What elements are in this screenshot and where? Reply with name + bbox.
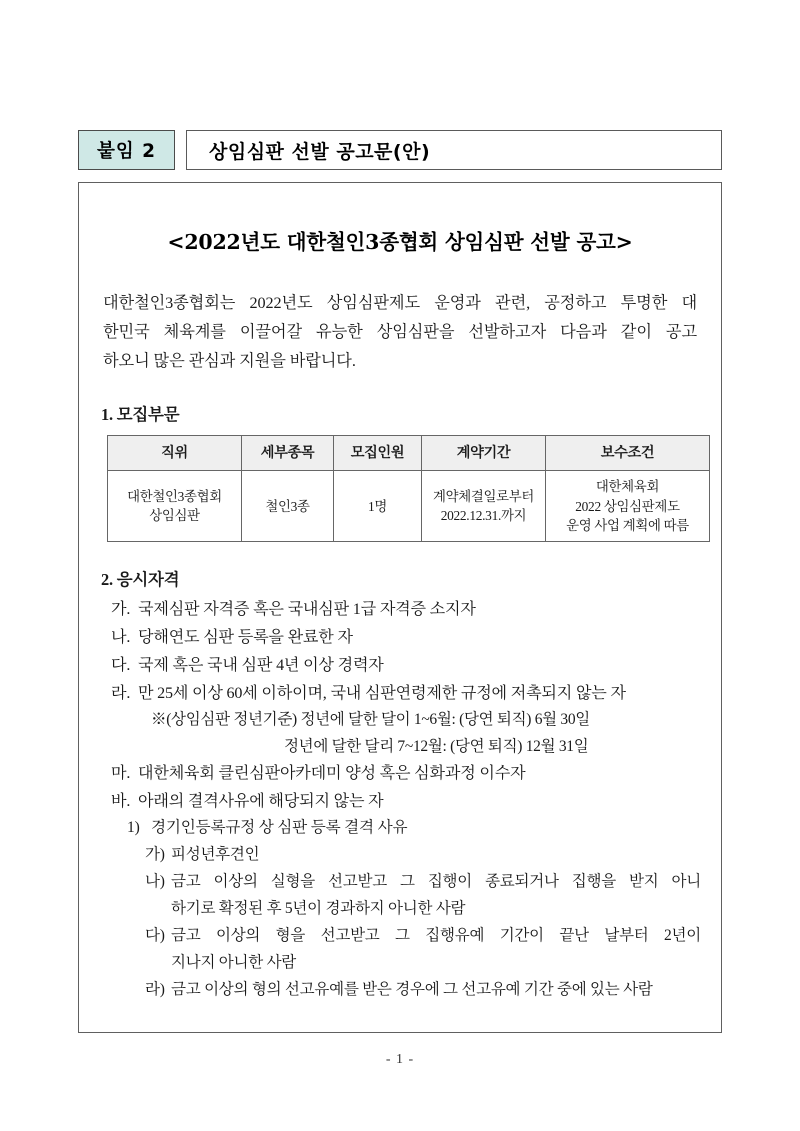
sub-sub-list-marker: 나) [145,872,165,890]
list-marker: 나. [111,629,131,647]
cell-headcount: 1명 [334,471,422,542]
section-heading-recruitment: 1. 모집부문 [101,405,180,425]
text-line: 금고 이상의 실형을 선고받고 그 집행이 종료되거나 집행을 받지 아니 [171,872,701,890]
intro-line: 한민국 체육계를 이끌어갈 유능한 상임심판을 선발하고자 다음과 같이 공고 [103,322,697,341]
column-header-contract-period: 계약기간 [422,436,546,471]
note-line: ※(상임심판 정년기준) 정년에 달한 달이 1~6월: (당연 퇴직) 6월 30일 [151,711,590,729]
attachment-header [78,130,722,170]
list-text: 당해연도 심판 등록을 완료한 자 [138,629,353,647]
sub-list-marker: 1) [127,819,140,837]
list-text: 아래의 결격사유에 해당되지 않는 자 [138,792,384,810]
sub-sub-list-marker: 다) [145,926,165,944]
list-marker: 마. [111,764,131,782]
sub-sub-list-marker: 라) [145,980,165,998]
sub-sub-list-item [145,869,701,923]
document-content-box [78,182,722,1033]
text-line: 피성년후견인 [171,846,260,864]
list-text: 만 25세 이상 60세 이하이며, 국내 심판연령제한 규정에 저촉되지 않는 자 [138,684,626,702]
cell-contract-period [422,471,546,542]
page-number: - 1 - [385,1052,415,1067]
attachment-badge: 붙임 2 [78,130,175,170]
cell-position-line2: 상임심판 [149,508,200,524]
cell-pay-line1: 대한체육회 [595,479,660,495]
cell-pay-line3: 운영 사업 계획에 따름 [566,518,689,534]
list-marker: 가. [111,601,131,619]
intro-line: 하오니 많은 관심과 지원을 바랍니다. [103,351,356,370]
qualification-list [99,596,701,1003]
cell-pay-line2: 2022 상임심판제도 [575,498,680,514]
text-line: 금고 이상의 형의 선고유예를 받은 경우에 그 선고유예 기간 중에 있는 사람 [171,980,653,998]
list-marker: 다. [111,656,131,674]
column-header-headcount: 모집인원 [334,436,422,471]
list-marker: 바. [111,792,131,810]
sub-sub-list-item [145,977,701,1004]
column-header-event: 세부종목 [242,436,334,471]
list-item [111,596,701,624]
list-item [111,760,701,788]
intro-line: 대한철인3종협회는 2022년도 상임심판제도 운영과 관련, 공정하고 투명한 대 [103,294,697,312]
text-line: 하기로 확정된 후 5년이 경과하지 아니한 사람 [171,899,466,917]
column-header-pay-conditions: 보수조건 [546,436,710,471]
attachment-title: 상임심판 선발 공고문(안) [186,130,722,170]
list-text: 국제 혹은 국내 심판 4년 이상 경력자 [138,656,384,674]
table-header-row [108,436,710,471]
sub-list-item [127,815,701,842]
sub-sub-list-marker: 가) [145,846,165,864]
sub-sub-list-text [171,842,701,869]
sub-sub-list-item [145,923,701,977]
list-item [111,680,701,708]
list-text: 대한체육회 클린심판아카데미 양성 혹은 심화과정 이수자 [138,764,526,782]
cell-position-line1: 대한철인3종협회 [127,489,222,505]
cell-pay-conditions [546,471,710,542]
cell-position [108,471,242,542]
sub-sub-list-text [171,923,701,977]
sub-sub-list-item [145,842,701,869]
note-line: 정년에 달한 달리 7~12월: (당연 퇴직) 12월 31일 [284,737,589,755]
intro-paragraph [103,289,697,375]
cell-contract-line2: 2022.12.31.까지 [440,508,527,524]
list-text: 국제심판 자격증 혹은 국내심판 1급 자격증 소지자 [138,601,476,619]
sub-sub-list-text [171,869,701,923]
recruitment-table [107,435,710,542]
column-header-position: 직위 [108,436,242,471]
sub-list-text: 경기인등록규정 상 심판 등록 결격 사유 [151,819,408,837]
list-item [111,624,701,652]
list-item [111,788,701,816]
text-line: 금고 이상의 형을 선고받고 그 집행유예 기간이 끝난 날부터 2년이 [171,926,701,944]
section-heading-qualifications: 2. 응시자격 [101,570,180,590]
sub-sub-list-text [171,977,701,1004]
announcement-title: <2022년도 대한철인3종협회 상임심판 선발 공고> [167,230,633,254]
cell-contract-line1: 계약체결일로부터 [432,489,535,505]
list-marker: 라. [111,684,131,702]
text-line: 지나지 아니한 사람 [171,953,297,971]
list-item [111,652,701,680]
cell-event: 철인3종 [242,471,334,542]
table-row [108,471,710,542]
